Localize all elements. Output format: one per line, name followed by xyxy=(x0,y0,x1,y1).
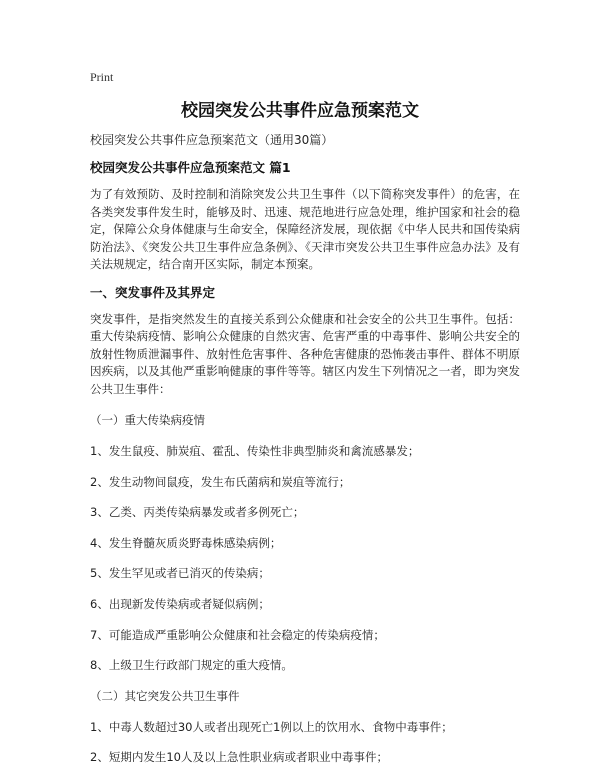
list-item: 4、发生脊髓灰质炎野毒株感染病例； xyxy=(90,535,282,550)
list-item: 2、短期内发生10人及以上急性职业病或者职业中毒事件； xyxy=(90,750,388,765)
subsection-other-events: （二）其它突发公共卫生事件 xyxy=(90,688,240,703)
subsection-major-epidemic: （一）重大传染病疫情 xyxy=(90,413,205,427)
list-item: 5、发生罕见或者已消灭的传染病； xyxy=(90,566,270,581)
list-item: 2、发生动物间鼠疫，发生布氏菌病和炭疽等流行； xyxy=(90,474,351,489)
document-body xyxy=(90,132,520,780)
document-subtitle: 校园突发公共事件应急预案范文（通用30篇） xyxy=(90,133,334,147)
intro-paragraph: 为了有效预防、及时控制和消除突发公共卫生事件（以下简称突发事件）的危害，在各类突发事件发生时，能够及时、迅速、规范地进行应急处理，维护国家和社会的稳定，保障公众身体健康与生命安全，保障经济发展，现依据《中华人民共和国传染病防治法》、《突发公共卫生事件应急条例》、《天津市突发公共卫生事件应急办法》及有关法规规定，结合南开区实际，制定本预案。 xyxy=(90,187,520,271)
definition-paragraph: 突发事件，是指突然发生的直接关系到公众健康和社会安全的公共卫生事件。包括：重大传染病疫情、影响公众健康的自然灾害、危害严重的中毒事件、影响公共安全的放射性物质泄漏事件、放射性危害事件、各种危害健康的恐怖袭击事件、群体不明原因疾病，以及其他严重影响健康的事件等等。辖区内发生下列情况之一者，即为突发公共卫生事件： xyxy=(90,311,520,396)
list-item: 7、可能造成严重影响公众健康和社会稳定的传染病疫情； xyxy=(90,627,385,642)
list-item: 6、出现新发传染病或者疑似病例； xyxy=(90,596,270,611)
list-item: 8、上级卫生行政部门规定的重大疫情。 xyxy=(90,658,293,673)
list-item: 1、发生鼠疫、肺炭疽、霍乱、传染性非典型肺炎和禽流感暴发； xyxy=(90,444,420,458)
list-item: 1、中毒人数超过30人或者出现死亡1例以上的饮用水、食物中毒事件； xyxy=(90,719,453,734)
print-label[interactable]: Print xyxy=(90,70,114,84)
heading-events-definition: 一、突发事件及其界定 xyxy=(90,284,216,300)
section-title: 校园突发公共事件应急预案范文 篇1 xyxy=(90,160,291,175)
list-item: 3、乙类、丙类传染病暴发或者多例死亡； xyxy=(90,505,305,520)
document-title: 校园突发公共事件应急预案范文 xyxy=(181,101,419,121)
